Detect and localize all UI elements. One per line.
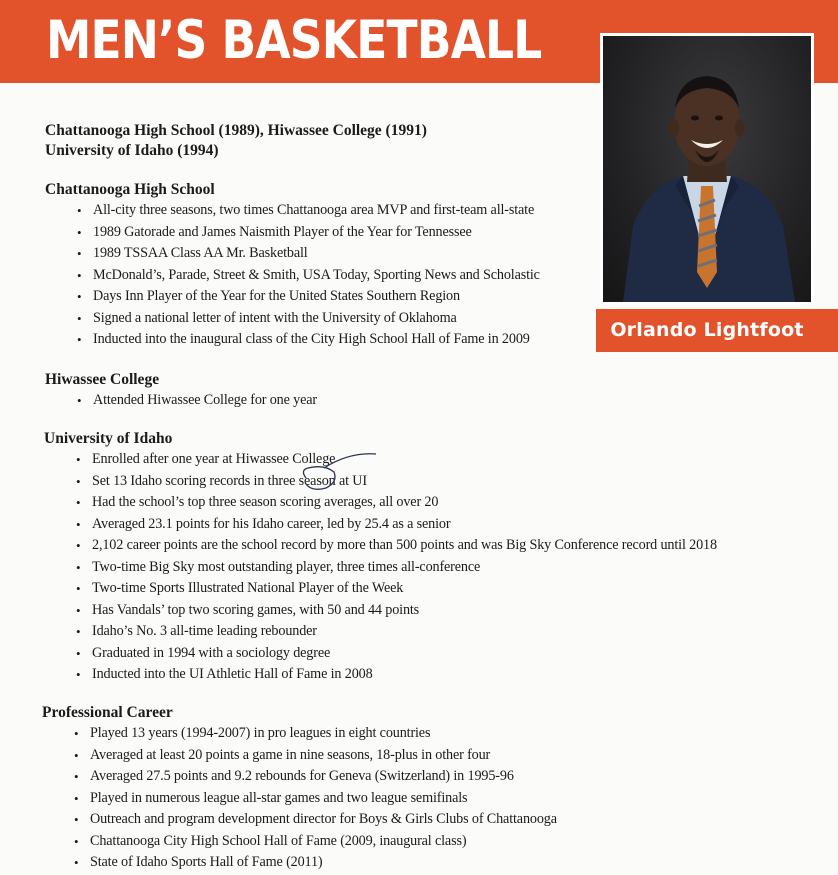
list-item: • Set 13 Idaho scoring records in three season at UI: [44, 471, 717, 493]
page-title: MEN’S BASKETBALL: [46, 10, 542, 71]
section-heading: Hiwassee College: [45, 371, 160, 388]
portrait-illustration: [603, 36, 811, 302]
section-professional-career: [42, 703, 557, 874]
list-item: • Played 13 years (1994-2007) in pro leagues in eight countries: [42, 723, 557, 745]
player-name: Orlando Lightfoot: [610, 319, 804, 341]
list-item: • McDonald’s, Parade, Street & Smith, USA Today, Sporting News and Scholastic: [45, 265, 540, 287]
bullet-list: [45, 390, 317, 412]
section-heading: University of Idaho: [44, 430, 173, 447]
list-item: • Signed a national letter of intent with the University of Oklahoma: [45, 308, 540, 330]
list-item: • Enrolled after one year at Hiwassee College: [44, 449, 717, 471]
list-item: • Averaged 23.1 points for his Idaho career, led by 25.4 as a senior: [44, 514, 717, 536]
list-item: • Two-time Sports Illustrated National Player of the Week: [44, 578, 717, 600]
section-heading: Chattanooga High School: [45, 181, 215, 198]
list-item: • Attended Hiwassee College for one year: [45, 390, 317, 412]
list-item: • Averaged at least 20 points a game in nine seasons, 18-plus in other four: [42, 745, 557, 767]
list-item: • 2,102 career points are the school record by more than 500 points and was Big Sky Conference record until 2018: [44, 535, 717, 557]
portrait-photo-frame: [600, 33, 814, 305]
list-item: • 1989 TSSAA Class AA Mr. Basketball: [45, 243, 540, 265]
list-item: • Two-time Big Sky most outstanding player, three times all-conference: [44, 557, 717, 579]
list-item: • All-city three seasons, two times Chattanooga area MVP and first-team all-state: [45, 200, 540, 222]
list-item: • State of Idaho Sports Hall of Fame (2011): [42, 852, 557, 874]
list-item: • 1989 Gatorade and James Naismith Player of the Year for Tennessee: [45, 222, 540, 244]
section-chattanooga-high-school: [45, 180, 540, 351]
schools-line-2: University of Idaho (1994): [45, 142, 219, 159]
list-item: • Has Vandals’ top two scoring games, with 50 and 44 points: [44, 600, 717, 622]
list-item: • Inducted into the inaugural class of the City High School Hall of Fame in 2009: [45, 329, 540, 351]
list-item: • Inducted into the UI Athletic Hall of Fame in 2008: [44, 664, 717, 686]
bullet-list: [44, 449, 717, 686]
schools-line-1: Chattanooga High School (1989), Hiwassee College (1991): [45, 122, 427, 139]
list-item: • Days Inn Player of the Year for the United States Southern Region: [45, 286, 540, 308]
list-item: • Chattanooga City High School Hall of Fame (2009, inaugural class): [42, 831, 557, 853]
section-university-of-idaho: [44, 429, 717, 686]
section-hiwassee-college: [45, 370, 317, 412]
bullet-list: [45, 200, 540, 351]
schools-summary: [45, 121, 427, 161]
list-item: • Graduated in 1994 with a sociology degree: [44, 643, 717, 665]
list-item: • Had the school’s top three season scoring averages, all over 20: [44, 492, 717, 514]
list-item: • Idaho’s No. 3 all-time leading rebounder: [44, 621, 717, 643]
portrait-photo: [603, 36, 811, 302]
list-item: • Played in numerous league all-star games and two league semifinals: [42, 788, 557, 810]
name-plate: [596, 309, 838, 352]
list-item: • Averaged 27.5 points and 9.2 rebounds for Geneva (Switzerland) in 1995-96: [42, 766, 557, 788]
section-heading: Professional Career: [42, 704, 173, 721]
list-item: • Outreach and program development director for Boys & Girls Clubs of Chattanooga: [42, 809, 557, 831]
bullet-list: [42, 723, 557, 874]
